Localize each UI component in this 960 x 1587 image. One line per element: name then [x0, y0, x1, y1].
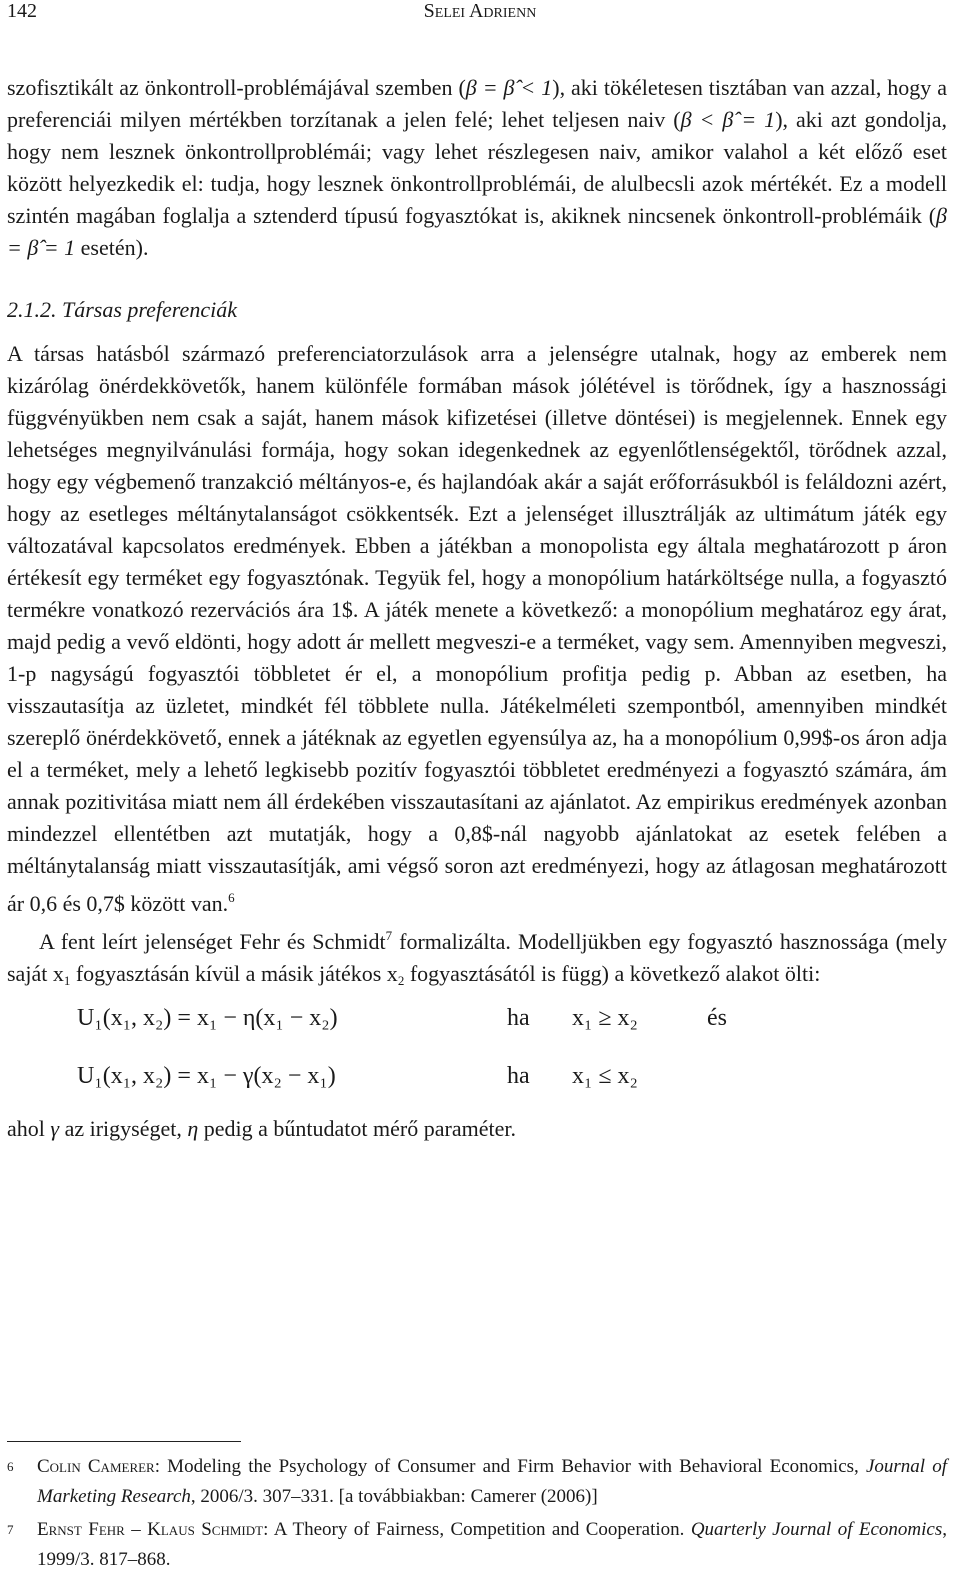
footnote-6-number: 6 [7, 1459, 14, 1474]
eta-symbol: η [187, 1116, 199, 1141]
section-heading: 2.1.2. Társas preferenciák [7, 297, 237, 322]
footnote-6-author: Colin Camerer [37, 1456, 155, 1477]
footnote-6-journal: Journal of Marketing Research [37, 1456, 948, 1507]
subscript-2: 2 [397, 973, 405, 988]
main-text [7, 72, 947, 1145]
footnote-7-title: : A Theory of Fairness, Competition and Cooperation. [263, 1519, 691, 1540]
running-head: Selei Adrienn [423, 0, 537, 22]
footnote-ref-7: 7 [385, 928, 393, 943]
paragraph-2-text-1: A fent leírt jelenséget Fehr és Schmidt [39, 929, 386, 954]
equation-1-and: és [707, 1005, 727, 1031]
param-text-3: pedig a bűntudatot mérő paraméter. [198, 1116, 516, 1141]
footnote-rule [7, 1441, 241, 1442]
page-number: 142 [7, 0, 37, 22]
footnote-ref-6: 6 [228, 890, 235, 905]
equation-1-condition: x₁ ≥ x₂ [572, 1005, 638, 1031]
param-text-1: ahol [7, 1116, 51, 1141]
intro-text-1: szofisztikált az önkontroll-problémájával szemben ( [7, 75, 466, 100]
intro-text-4: esetén). [75, 235, 149, 260]
paragraph-1-text: A társas hatásból származó preferenciatorzulások arra a jelenségre utalnak, hogy az emberek nem kizárólag önérdekkövetők, hanem különféle formában mások jólétével is törődnek, így a hasznossági függvényükben nem csak a saját, hanem mások kifizetései (illetve döntései) is megjelennek. Ennek egy lehetséges megnyilvánulási formája, hogy sokan idegenkednek az egyenlőtlenségektől, törődnek azzal, hogy egy végbemenő tranzakció méltányos-e, és hajlandóak akár a saját erőforrásukból is feláldozni azért, hogy az esetleges méltánytalanságot csökkentsék. Ezt a jelenséget illusztrálják az ultimátum játék egy változatával kapcsolatos eredmények. Ebben a játékban a monopolista egy általa meghatározott p áron értékesít egy terméket egy fogyasztónak. Tegyük fel, hogy a monopólium határköltsége nulla, a fogyasztó termékre vonatkozó rezervációs ára 1$. A játék menete a következő: a monopólium meghatároz egy árat, majd pedig a vevő eldönti, hogy adott ár mellett megveszi-e a terméket, vagy sem. Amennyiben megveszi, 1-p nagyságú fogyasztói többletet ér el, a monopólium profitja pedig p. Abban az esetben, ha visszautasítja az üzletet, mindkét fél többlete nulla. Játékelméleti szempontból, amennyiben mindkét szereplő önérdekkövető, ennek a játéknak az egyetlen egyensúlya az, ha a monopólium 0,99$-os áron adja el a terméket, mely a lehető legkisebb pozitív fogyasztói többletet eredményezi a fogyasztó számára, ám annak pozitivitása miatt nem áll érdekében visszautasítani az ajánlatot. Az empirikus eredmények azonban mindezzel ellentétben azt mutatják, hogy a 0,8$-nál nagyobb ajánlatokat az esetek felében a méltánytalanság miatt visszautasítják, ami végső soron azt eredményezi, hogy az átlagosan meghatározott ár 0,6 és 0,7$ között van. [7, 341, 947, 916]
gamma-symbol: γ [50, 1116, 60, 1141]
equation-1-formula: U₁(x₁, x₂) = x₁ − η(x₁ − x₂) [77, 1005, 338, 1031]
footnote-6-rest: , 2006/3. 307–331. [a továbbiakban: Camerer (2006)] [190, 1486, 598, 1507]
footnote-7-text [37, 1515, 947, 1575]
equation-1-ha: ha [507, 1005, 530, 1031]
subscript-1: 1 [63, 973, 71, 988]
parameter-definition [7, 1113, 947, 1145]
math-inline-1: β = β̂ < 1 [465, 75, 553, 100]
intro-text-3: ), aki azt gondolja, hogy nem lesznek önkontrollproblémái; vagy lehet részlegesen naiv, amikor valahol a két előző eset között helyezkedik el: tudja, hogy lesznek önkontrollproblémái, de alulbecsli azok mértékét. Ez a modell szintén magában foglalja a sztenderd típusú fogyasztókat is, akiknek nincsenek önkontroll-problémáik ( [7, 107, 947, 228]
body-paragraph-2 [7, 920, 947, 997]
footnote-6-text [37, 1452, 947, 1512]
intro-paragraph [7, 72, 947, 264]
body-paragraph-1 [7, 338, 947, 920]
equation-2-condition: x₁ ≤ x₂ [572, 1063, 638, 1089]
math-inline-3: β = β̂ = 1 [7, 203, 947, 260]
page-header [0, 0, 960, 30]
intro-text-2: ), aki tökéletesen tisztában van azzal, hogy a preferenciái milyen mértékben torzítanak a jelen felé; lehet teljesen naiv ( [7, 75, 948, 132]
footnote-7-journal: Quarterly Journal of Economics [690, 1519, 943, 1540]
param-text-2: az irigységet, [59, 1116, 188, 1141]
paragraph-2-text-4: fogyasztásától is függ) a következő alakot ölti: [404, 961, 821, 986]
equation-2 [7, 1055, 947, 1113]
footnote-7-rest: , 1999/3. 817–868. [37, 1519, 948, 1570]
equation-2-ha: ha [507, 1063, 530, 1089]
equation-2-formula: U₁(x₁, x₂) = x₁ − γ(x₂ − x₁) [77, 1063, 336, 1089]
footnote-6-title: : Modeling the Psychology of Consumer and Firm Behavior with Behavioral Economics, [154, 1456, 859, 1477]
footnote-7-author: Ernst Fehr – Klaus Schmidt [37, 1519, 264, 1540]
equation-1 [7, 997, 947, 1055]
paragraph-2-text-3: fogyasztásán kívül a másik játékos x [70, 961, 398, 986]
math-inline-2: β < β̂ = 1 [680, 107, 776, 132]
paragraph-2-text-2: formalizálta. Modelljükben egy fogyasztó hasznossága (mely saját x [7, 929, 947, 986]
footnote-7-number: 7 [7, 1522, 14, 1537]
